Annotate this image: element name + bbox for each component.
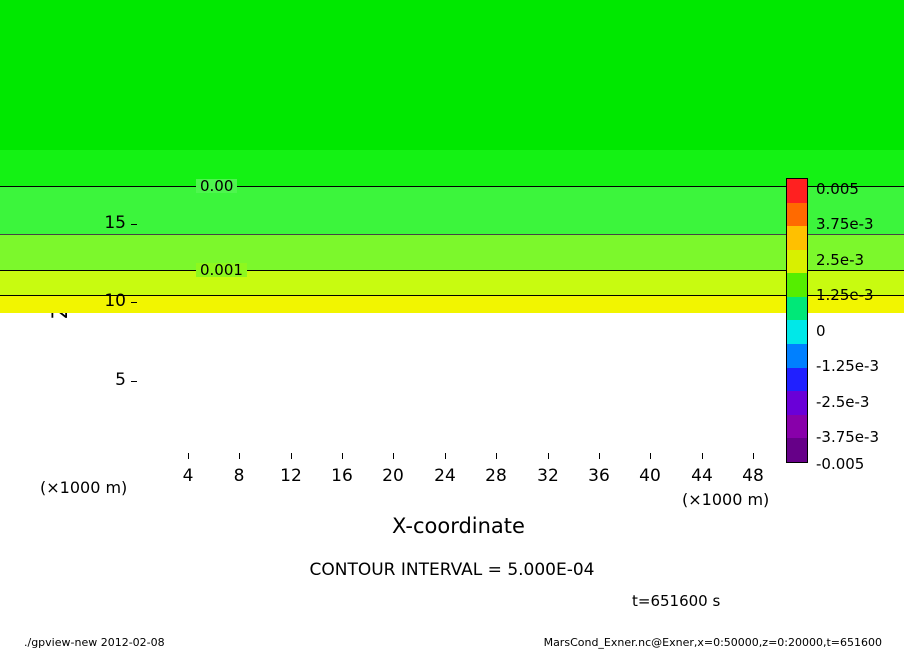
x-tick-mark bbox=[599, 453, 600, 459]
contour-line-0 bbox=[0, 186, 643, 187]
x-tick-mark bbox=[291, 453, 292, 459]
x-unit-right: (×1000 m) bbox=[682, 490, 770, 509]
x-tick-mark bbox=[188, 453, 189, 459]
time-label: t=651600 s bbox=[632, 592, 721, 610]
colorbar-label-0: 0.005 bbox=[816, 180, 859, 198]
x-tick-40: 40 bbox=[639, 466, 661, 486]
contour-band bbox=[0, 0, 643, 150]
colorbar-label-7: -3.75e-3 bbox=[816, 428, 879, 446]
contour-interval-label: CONTOUR INTERVAL = 5.000E-04 bbox=[309, 560, 595, 580]
x-tick-4: 4 bbox=[182, 466, 194, 486]
colorbar-cell bbox=[787, 203, 807, 227]
plot-area bbox=[0, 0, 643, 313]
x-tick-44: 44 bbox=[691, 466, 713, 486]
footer-right-text: MarsCond_Exner.nc@Exner,x=0:50000,z=0:20000,t=651600 bbox=[543, 636, 882, 649]
colorbar-label-6: -2.5e-3 bbox=[816, 393, 870, 411]
x-tick-48: 48 bbox=[742, 466, 764, 486]
colorbar-cell bbox=[787, 273, 807, 297]
x-tick-24: 24 bbox=[434, 466, 456, 486]
x-tick-mark bbox=[445, 453, 446, 459]
x-tick-mark bbox=[702, 453, 703, 459]
y-tick-mark bbox=[131, 224, 137, 225]
colorbar-cell bbox=[787, 344, 807, 368]
x-axis-label: X-coordinate bbox=[392, 514, 525, 538]
x-tick-mark bbox=[496, 453, 497, 459]
colorbar-cell bbox=[787, 391, 807, 415]
x-tick-mark bbox=[393, 453, 394, 459]
colorbar-cell bbox=[787, 297, 807, 321]
x-tick-28: 28 bbox=[485, 466, 507, 486]
contour-line-mid bbox=[0, 234, 643, 235]
y-tick-mark bbox=[131, 302, 137, 303]
colorbar-label-3: 1.25e-3 bbox=[816, 286, 874, 304]
x-tick-32: 32 bbox=[537, 466, 559, 486]
x-tick-mark bbox=[239, 453, 240, 459]
colorbar-cell bbox=[787, 250, 807, 274]
x-tick-8: 8 bbox=[233, 466, 245, 486]
y-tick-15: 15 bbox=[104, 213, 126, 233]
colorbar-label-4: 0 bbox=[816, 322, 826, 340]
x-unit-left: (×1000 m) bbox=[40, 478, 128, 497]
y-tick-mark bbox=[131, 381, 137, 382]
colorbar bbox=[786, 178, 808, 463]
colorbar-cell bbox=[787, 415, 807, 439]
y-tick-5: 5 bbox=[115, 370, 126, 390]
x-tick-mark bbox=[753, 453, 754, 459]
x-tick-20: 20 bbox=[382, 466, 404, 486]
footer-left-text: ./gpview-new 2012-02-08 bbox=[24, 636, 165, 649]
contour-label-0: 0.00 bbox=[196, 179, 237, 193]
colorbar-cell bbox=[787, 179, 807, 203]
contour-label-0001: 0.001 bbox=[196, 263, 247, 277]
colorbar-label-5: -1.25e-3 bbox=[816, 357, 879, 375]
contour-band bbox=[0, 150, 643, 186]
colorbar-label-2: 2.5e-3 bbox=[816, 251, 865, 269]
colorbar-label-1: 3.75e-3 bbox=[816, 215, 874, 233]
colorbar-label-8: -0.005 bbox=[816, 455, 865, 473]
contour-line-0001 bbox=[0, 270, 643, 271]
colorbar-cell bbox=[787, 438, 807, 462]
x-tick-36: 36 bbox=[588, 466, 610, 486]
contour-band bbox=[0, 234, 643, 270]
x-tick-mark bbox=[342, 453, 343, 459]
y-tick-10: 10 bbox=[104, 291, 126, 311]
x-tick-16: 16 bbox=[331, 466, 353, 486]
colorbar-cell bbox=[787, 368, 807, 392]
x-tick-mark bbox=[548, 453, 549, 459]
colorbar-cell bbox=[787, 320, 807, 344]
x-tick-12: 12 bbox=[280, 466, 302, 486]
colorbar-cell bbox=[787, 226, 807, 250]
x-tick-mark bbox=[650, 453, 651, 459]
